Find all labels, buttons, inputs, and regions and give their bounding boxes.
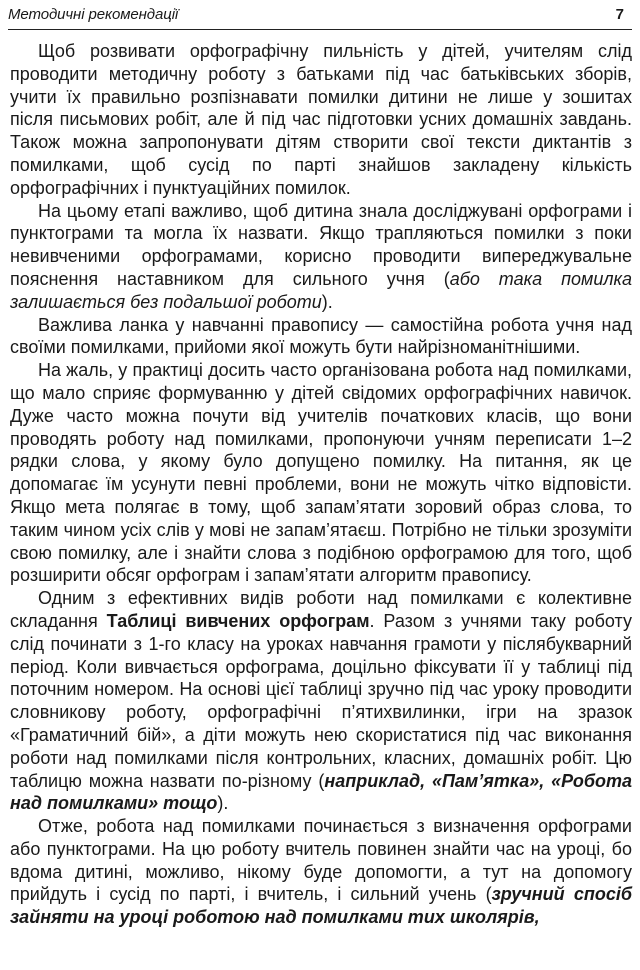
paragraph-5-before: Одним з ефективних видів роботи над помилками є колективне складання	[10, 588, 632, 631]
paragraph-1	[10, 40, 632, 200]
body-text	[10, 40, 632, 929]
paragraph-2-italic: або така помилка залишається без подальшої роботи	[10, 268, 632, 312]
paragraph-4	[10, 359, 632, 587]
running-header	[8, 0, 630, 29]
table-title: Таблиці вивчених орфограм	[106, 610, 370, 631]
paragraph-1-text: Щоб розвивати орфографічну пильність у дітей, учителям слід проводити методичну роботу з батьками під час батьківських зборів, учити їх правильно розпізнавати помилки дитини не лише у зошитах після письмових робіт, але й під час підготовки усних домашніх завдань. Також можна запропонувати дітям створити свої тексти диктантів з помилками, щоб сусід по парті знайшов закладену кількість орфографічних і пунктуаційних помилок.	[10, 41, 632, 198]
header-title: Методичні рекомендації	[8, 6, 179, 23]
paragraph-4-text: На жаль, у практиці досить часто організована робота над помилками, що мало сприяє формуванню у дітей свідомих орфографічних навичок. Дуже часто можна почути від учителів початкових класів, що вони проводять роботу над помилками, пропонуючи учням переписати 1–2 рядки слова, у якому було допущено помилку. На питання, як це допомагає їм усунути певні проблеми, вони не можуть чітко відповісти. Якщо мета полягає в тому, щоб запам’ятати зоровий образ слова, то таким чином усіх слів у мові не запам’ятаєш. Потрібно не тільки зрозуміти свою помилку, але і знайти слова з подібною орфограмою для того, щоб розширити обсяг орфограм і запам’ятати алгоритм правопису.	[10, 360, 632, 586]
paragraph-5	[10, 587, 632, 815]
paragraph-6-text: Отже, робота над помилками починається з визначення орфограми або пунктограми. На цю роботу вчитель повинен знайти час на уроці, бо вдома дитині, можливо, нікому буде допомогти, а тут на допомогу прийдуть і сусід по парті, і вчитель, і сильний учень (	[10, 816, 632, 905]
paragraph-2	[10, 200, 632, 314]
paragraph-5-bold-italic: наприклад, «Пам’ятка», «Робота над помилками» тощо	[10, 770, 632, 814]
paragraph-6	[10, 815, 632, 929]
header-rule	[8, 29, 632, 30]
paragraph-3	[10, 314, 632, 360]
paragraph-5-end: ).	[217, 793, 229, 814]
paragraph-3-text: Важлива ланка у навчанні правопису — самостійна робота учня над своїми помилками, прийоми якої можуть бути найрізноманітнішими.	[10, 314, 632, 358]
page-number: 7	[615, 6, 624, 23]
paragraph-2-text: На цьому етапі важливо, щоб дитина знала досліджувані орфограми і пунктограми та могла їх назвати. Якщо трапляються помилки з поки невивченими орфограмами, корисно проводити випереджувальне пояснення наставником для сильного учня (	[10, 200, 632, 289]
paragraph-6-bold-italic: зручний спосіб зайняти на уроці роботою над помилками тих школярів,	[10, 884, 632, 928]
paragraph-2-end: ).	[321, 291, 333, 312]
paragraph-5-after: . Разом з учнями таку роботу слід починати з 1-го класу на уроках навчання грамоти у післябукварний період. Коли вивчається орфограма, доцільно фіксувати її у таблиці під поточним номером. На основі цієї таблиці зручно під час уроку проводити словникову роботу, орфографічні п’ятихвилинки, ігри на зразок «Граматичний бій», а діти можуть нею скористатися під час виконання роботи над помилками після контрольних, класних, домашніх робіт. Цю таблицю можна назвати по-різному (	[10, 610, 632, 791]
